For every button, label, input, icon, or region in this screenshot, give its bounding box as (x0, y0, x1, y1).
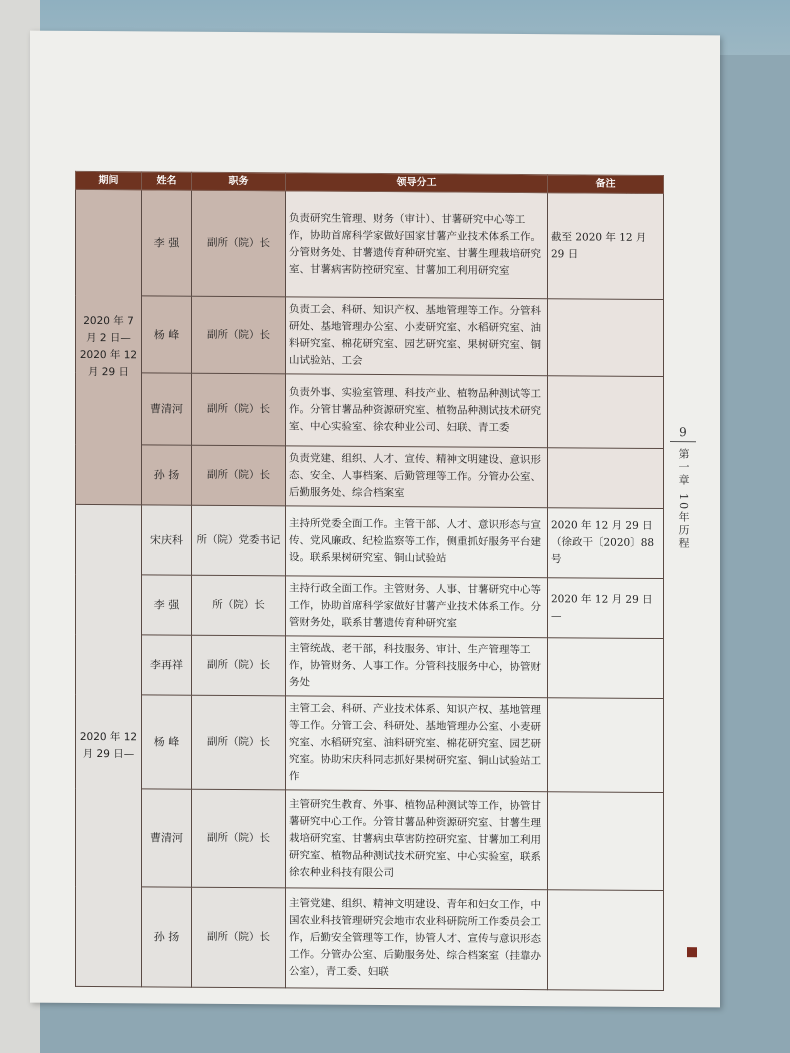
remark-cell (548, 638, 664, 699)
remark-cell (548, 448, 664, 509)
table-row (76, 372, 664, 448)
remark-cell (548, 376, 664, 449)
post-cell: 所（院）长 (192, 575, 286, 636)
leadership-table (75, 171, 664, 991)
chapter-side-tab (670, 423, 696, 550)
duty-cell: 主管统战、老干部，科技服务、审计、生产管理等工作，协管财务、人事工作。分管科技服务中心，协管财务处 (286, 636, 548, 698)
table-row (76, 574, 664, 638)
name-cell: 孙 扬 (142, 887, 192, 987)
remark-cell (548, 890, 664, 991)
period-cell: 2020 年 7 月 2 日— 2020 年 12 月 29 日 (76, 189, 142, 504)
table-row (76, 295, 664, 376)
remark-cell: 2020 年 12 月 29 日（徐政干〔2020〕88 号 (548, 508, 664, 579)
name-cell: 杨 峰 (142, 296, 192, 373)
name-cell: 曹清河 (142, 789, 192, 887)
header-duty: 领导分工 (286, 173, 548, 193)
duty-cell: 主持行政全面工作。主管财务、人事、甘薯研究中心等工作，协助首席科学家做好甘薯产业技术体系工作。分管财务处，联系甘薯遗传育种研究室 (286, 576, 548, 638)
duty-cell: 负责党建、组织、人才、宣传、精神文明建设、意识形态、安全、人事档案、后勤管理等工作。分管办公室、后勤服务处、综合档案室 (286, 446, 548, 508)
table-row (76, 504, 664, 578)
post-cell: 副所（院）长 (192, 190, 286, 297)
post-cell: 副所（院）长 (192, 695, 286, 790)
duty-cell: 主管党建、组织、精神文明建设、青年和妇女工作，中国农业科技管理研究会地市农业科研院所工作委员会工作，后勤安全管理等工作，协管人才、宣传与意识形态工作。分管办公室、后勤服务处、综合档案室（挂靠办公室），青工委、妇联 (286, 888, 548, 990)
table-row (76, 189, 664, 299)
period-cell: 2020 年 12 月 29 日— (76, 504, 142, 986)
name-cell: 曹清河 (142, 373, 192, 445)
post-cell: 副所（院）长 (192, 296, 286, 374)
post-cell: 所（院）党委书记 (192, 505, 286, 576)
name-cell: 李 强 (142, 190, 192, 296)
corner-marker (687, 947, 697, 957)
header-remark: 备注 (548, 175, 664, 194)
remark-cell: 截至 2020 年 12 月 29 日 (548, 193, 664, 300)
name-cell: 宋庆科 (142, 505, 192, 575)
post-cell: 副所（院）长 (192, 445, 286, 506)
name-cell: 杨 峰 (142, 695, 192, 789)
table-row (76, 634, 664, 698)
table-row (76, 694, 664, 792)
duty-cell: 主管研究生教育、外事、植物品种测试等工作，协管甘薯研究中心工作。分管甘薯品种资源研究室、甘薯生理栽培研究室、甘薯病虫草害防控研究室、甘薯加工利用研究室、植物品种测试技术研究室、中心实验室，联系徐农种业科技有限公司 (286, 790, 548, 890)
remark-cell (548, 299, 664, 377)
duty-cell: 负责工会、科研、知识产权、基地管理等工作。分管科研处、基地管理办公室、小麦研究室、水稻研究室、油料研究室、棉花研究室、园艺研究室、果树研究室、铜山试验站、工会 (286, 297, 548, 376)
remark-cell (548, 792, 664, 891)
duty-cell: 主管工会、科研、产业技术体系、知识产权、基地管理等工作。分管工会、科研处、基地管理办公室、小麦研究室、水稻研究室、油料研究室、棉花研究室、园艺研究室。协助宋庆科同志抓好果树研究室、铜山试验站工作 (286, 696, 548, 792)
duty-cell: 主持所党委全面工作。主管干部、人才、意识形态与宣传、党风廉政、纪检监察等工作，侧重抓好服务平台建设。联系果树研究室、铜山试验站 (286, 506, 548, 578)
table-row (76, 788, 664, 890)
section-label: 10年历程 (677, 493, 690, 551)
remark-cell: 2020 年 12 月 29 日— (548, 578, 664, 639)
duty-cell: 负责研究生管理、财务（审计）、甘薯研究中心等工作，协助首席科学家做好国家甘薯产业技术体系工作。分管财务处、甘薯遗传育种研究室、甘薯生理栽培研究室、甘薯病害防控研究室、甘薯加工利用研究室 (286, 191, 548, 299)
post-cell: 副所（院）长 (192, 635, 286, 696)
chapter-label: 第一章 (677, 448, 690, 488)
page-number: 9 (670, 423, 696, 442)
name-cell: 李再祥 (142, 635, 192, 695)
name-cell: 孙 扬 (142, 445, 192, 505)
post-cell: 副所（院）长 (192, 789, 286, 888)
remark-cell (548, 698, 664, 793)
table-row (76, 444, 664, 508)
header-name: 姓名 (142, 172, 192, 190)
duty-cell: 负责外事、实验室管理、科技产业、植物品种测试等工作。分管甘薯品种资源研究室、植物品种测试技术研究室、中心实验室、徐农种业公司、妇联、青工委 (286, 374, 548, 448)
header-post: 职务 (192, 172, 286, 191)
post-cell: 副所（院）长 (192, 373, 286, 446)
post-cell: 副所（院）长 (192, 887, 286, 988)
book-page (30, 31, 720, 1008)
header-period: 期间 (76, 171, 142, 189)
table-row (76, 886, 664, 990)
name-cell: 李 强 (142, 575, 192, 635)
